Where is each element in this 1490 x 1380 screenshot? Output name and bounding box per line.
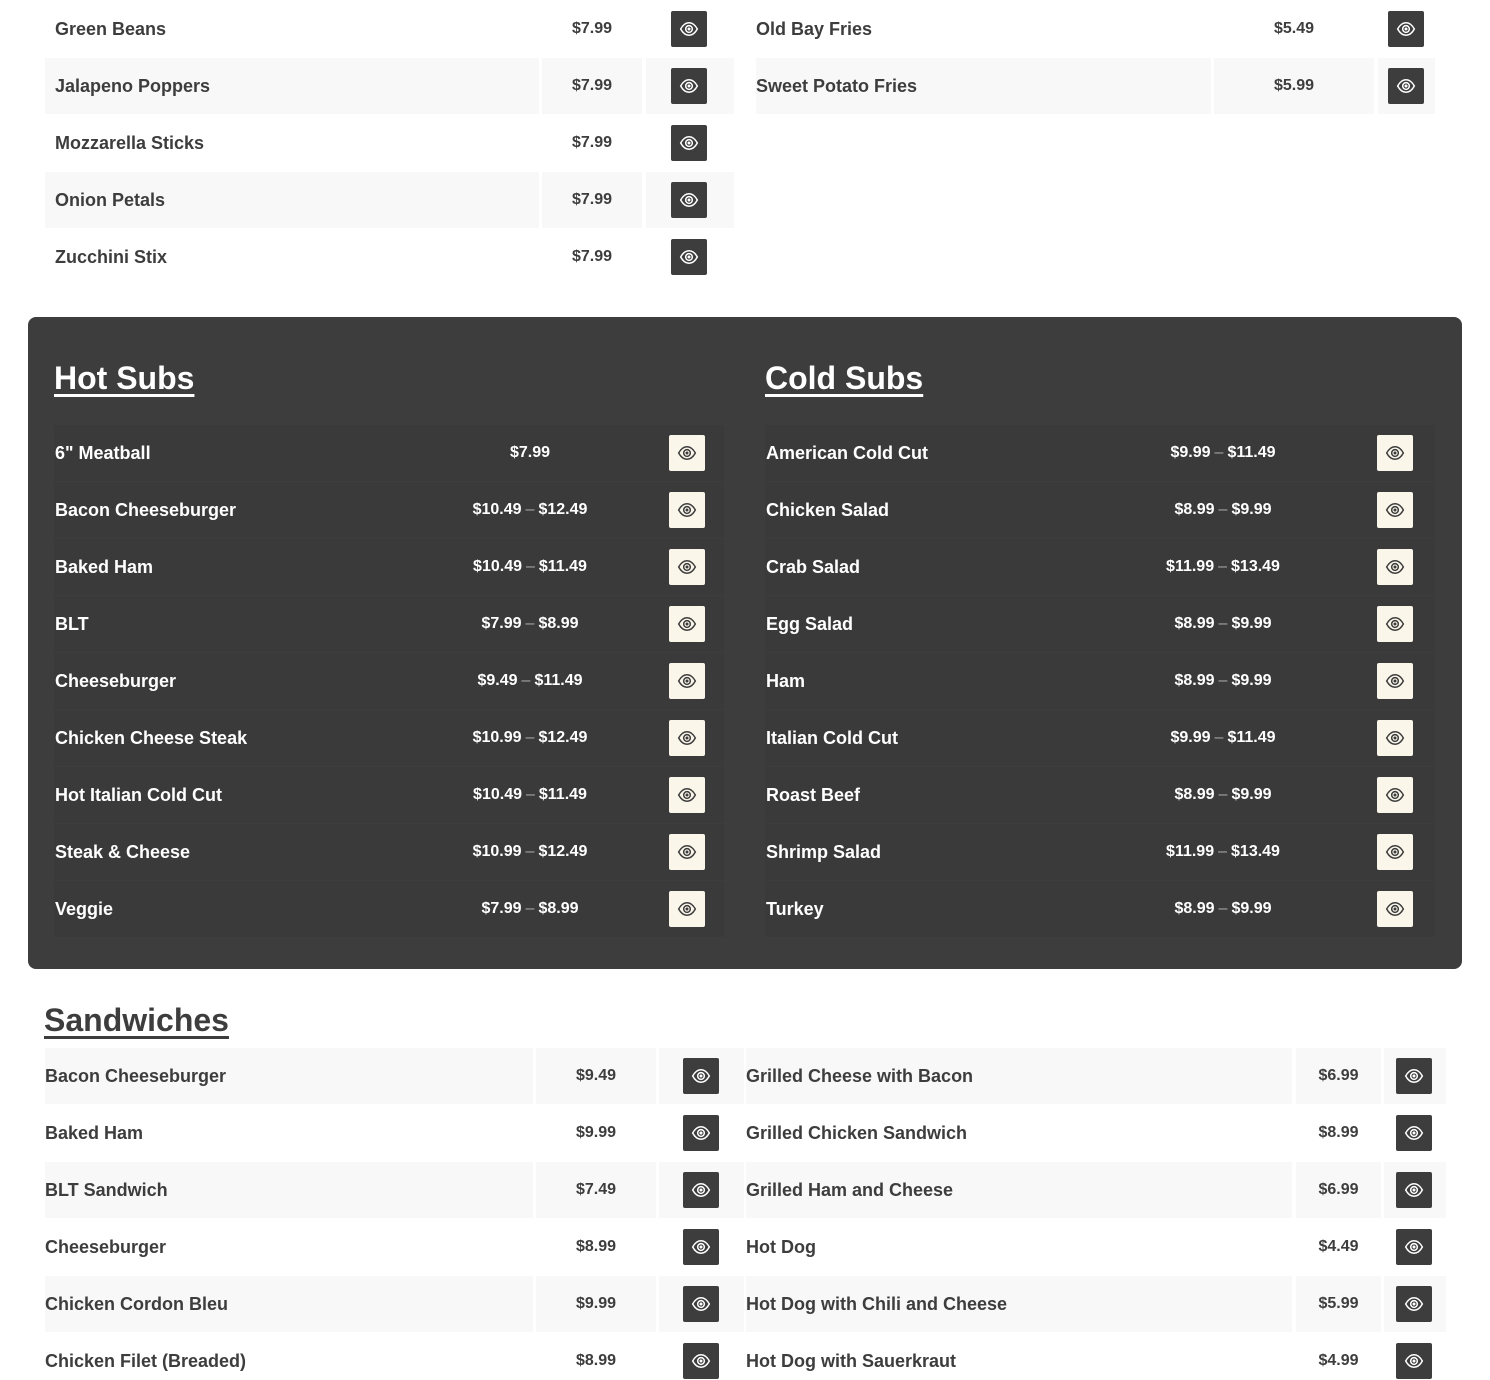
menu-item-name: BLT <box>55 614 89 634</box>
menu-item-price: $9.99 <box>575 1124 617 1141</box>
price-low: $10.49 <box>472 501 522 518</box>
menu-item-name: Hot Dog <box>746 1237 816 1257</box>
menu-item-name: Roast Beef <box>766 785 861 805</box>
menu-item-name: Hot Dog with Chili and Cheese <box>746 1294 1008 1314</box>
menu-item-row <box>746 1105 1432 1161</box>
menu-item-name: Jalapeno Poppers <box>55 76 211 96</box>
price-separator: – <box>521 672 531 689</box>
price-low: $10.49 <box>473 786 522 803</box>
menu-item-price: $7.99 <box>571 248 613 265</box>
menu-item-row <box>746 1162 1432 1218</box>
eye-icon <box>1404 1237 1424 1257</box>
menu-item-name: Turkey <box>766 899 824 919</box>
menu-item-name: Bacon Cheeseburger <box>45 1066 227 1086</box>
cold-subs-title: Cold Subs <box>765 360 924 396</box>
price-high: $9.99 <box>1231 786 1272 803</box>
menu-item-name: Baked Ham <box>55 557 154 577</box>
menu-item-price: $7.99 <box>571 134 613 151</box>
price-low: $8.99 <box>1174 900 1215 917</box>
price-high: $11.49 <box>1227 729 1276 746</box>
menu-item-name: Baked Ham <box>45 1123 144 1143</box>
menu-item-price: $7.99 <box>571 20 613 37</box>
menu-item-name: Italian Cold Cut <box>766 728 898 748</box>
menu-item-price: $7.99 <box>571 77 613 94</box>
price-high: $12.49 <box>538 501 588 518</box>
menu-item-name: 6" Meatball <box>55 443 151 463</box>
menu-item-name: Chicken Filet (Breaded) <box>45 1351 247 1371</box>
menu-item-name: Crab Salad <box>766 557 861 577</box>
price-high: $12.49 <box>538 729 588 746</box>
menu-item-name: Cheeseburger <box>55 671 177 691</box>
menu-item-row <box>746 1276 1432 1332</box>
menu-item-name: Bacon Cheeseburger <box>55 500 237 520</box>
price-low: $11.99 <box>1166 558 1215 575</box>
price-high: $11.49 <box>538 786 587 803</box>
menu-item-row <box>746 1219 1432 1275</box>
menu-item-name: American Cold Cut <box>766 443 929 463</box>
menu-item-name: BLT Sandwich <box>45 1180 168 1200</box>
menu-item-name: Hot Italian Cold Cut <box>55 785 222 805</box>
price-separator: – <box>525 843 535 860</box>
menu-item-price: $7.99 <box>571 191 613 208</box>
price-separator: – <box>1218 900 1228 917</box>
menu-item-name: Chicken Cheese Steak <box>55 728 248 748</box>
price-separator: – <box>1218 843 1228 860</box>
price-low: $7.99 <box>481 900 522 917</box>
menu-item-name: Chicken Cordon Bleu <box>45 1294 229 1314</box>
menu-item-name: Grilled Ham and Cheese <box>746 1180 954 1200</box>
menu-item-price: $8.99 <box>575 1352 617 1369</box>
price-low: $8.99 <box>1174 786 1215 803</box>
price-low: $10.49 <box>473 558 522 575</box>
price-separator: – <box>1218 672 1228 689</box>
price-low: $8.99 <box>1174 501 1215 518</box>
menu-item-name: Chicken Salad <box>766 500 890 520</box>
eye-icon <box>1404 1351 1424 1371</box>
view-item-button[interactable] <box>1396 1115 1432 1151</box>
price-high: $13.49 <box>1231 558 1280 575</box>
price-low: $8.99 <box>1174 615 1215 632</box>
price-low: $9.99 <box>1170 444 1211 461</box>
view-item-button[interactable] <box>1396 1286 1432 1322</box>
menu-item-name: Hot Dog with Sauerkraut <box>746 1351 957 1371</box>
menu-item-price: $8.99 <box>575 1238 617 1255</box>
price-high: $9.99 <box>1231 501 1272 518</box>
view-item-button[interactable] <box>1396 1058 1432 1094</box>
price-high: $13.49 <box>1231 843 1280 860</box>
menu-item-name: Onion Petals <box>55 190 166 210</box>
menu-item-name: Egg Salad <box>766 614 854 634</box>
menu-item-price: $9.99 <box>575 1295 617 1312</box>
price-low: $9.49 <box>477 672 518 689</box>
price-separator: – <box>525 900 535 917</box>
sandwiches-title: Sandwiches <box>44 1002 229 1038</box>
view-item-button[interactable] <box>1396 1229 1432 1265</box>
price-high: $11.49 <box>1227 444 1276 461</box>
menu-item-name: Old Bay Fries <box>756 19 873 39</box>
eye-icon <box>1404 1294 1424 1314</box>
menu-item-name: Cheeseburger <box>45 1237 167 1257</box>
menu-item-price: $7.49 <box>575 1181 617 1198</box>
view-item-button[interactable] <box>1396 1172 1432 1208</box>
price-separator: – <box>1218 501 1228 518</box>
menu-item-name: Green Beans <box>55 19 167 39</box>
menu-item-row <box>746 1048 1432 1104</box>
price-low: $10.99 <box>472 843 522 860</box>
price-high: $8.99 <box>538 615 579 632</box>
eye-icon <box>1404 1066 1424 1086</box>
price-low: $11.99 <box>1166 843 1215 860</box>
price-high: $11.49 <box>534 672 583 689</box>
price-separator: – <box>1214 729 1224 746</box>
price-separator: – <box>525 615 535 632</box>
price-separator: – <box>525 786 535 803</box>
price-low: $9.99 <box>1170 729 1211 746</box>
price-separator: – <box>1218 615 1228 632</box>
menu-item-price: $5.99 <box>1273 77 1315 94</box>
price-separator: – <box>1214 444 1224 461</box>
price-high: $11.49 <box>538 558 587 575</box>
hot-subs-title: Hot Subs <box>54 360 195 396</box>
menu-item-name: Zucchini Stix <box>55 247 168 267</box>
menu-item-price: $8.99 <box>1318 1124 1359 1141</box>
price-high: $12.49 <box>538 843 588 860</box>
price-separator: – <box>1218 786 1228 803</box>
menu-item-name: Veggie <box>55 899 114 919</box>
menu-item-price: $4.49 <box>1318 1238 1359 1255</box>
menu-item-price: $5.49 <box>1273 20 1315 37</box>
menu-item-name: Grilled Cheese with Bacon <box>746 1066 974 1086</box>
menu-item-price: $6.99 <box>1318 1067 1359 1084</box>
price-low: $7.99 <box>481 615 522 632</box>
price-low: $8.99 <box>1174 672 1215 689</box>
price-low: $10.99 <box>472 729 522 746</box>
price-separator: – <box>525 558 535 575</box>
menu-item-price: $5.99 <box>1318 1295 1359 1312</box>
eye-icon <box>1404 1180 1424 1200</box>
menu-item-name: Mozzarella Sticks <box>55 133 205 153</box>
price-separator: – <box>525 729 535 746</box>
menu-item-price: $9.49 <box>575 1067 617 1084</box>
price-low: $7.99 <box>509 444 551 461</box>
menu-item-name: Shrimp Salad <box>766 842 882 862</box>
menu-item-price: $6.99 <box>1318 1181 1359 1198</box>
menu-item-row <box>746 1333 1432 1380</box>
price-high: $9.99 <box>1231 615 1272 632</box>
price-high: $8.99 <box>538 900 579 917</box>
price-separator: – <box>1218 558 1228 575</box>
view-item-button[interactable] <box>1396 1343 1432 1379</box>
menu-item-price: $4.99 <box>1318 1352 1359 1369</box>
menu-item-name: Sweet Potato Fries <box>756 76 918 96</box>
menu-item-name: Ham <box>766 671 806 691</box>
price-high: $9.99 <box>1231 672 1272 689</box>
menu-item-name: Steak & Cheese <box>55 842 191 862</box>
eye-icon <box>1404 1123 1424 1143</box>
price-high: $9.99 <box>1231 900 1272 917</box>
menu-item-name: Grilled Chicken Sandwich <box>746 1123 968 1143</box>
price-separator: – <box>525 501 535 518</box>
